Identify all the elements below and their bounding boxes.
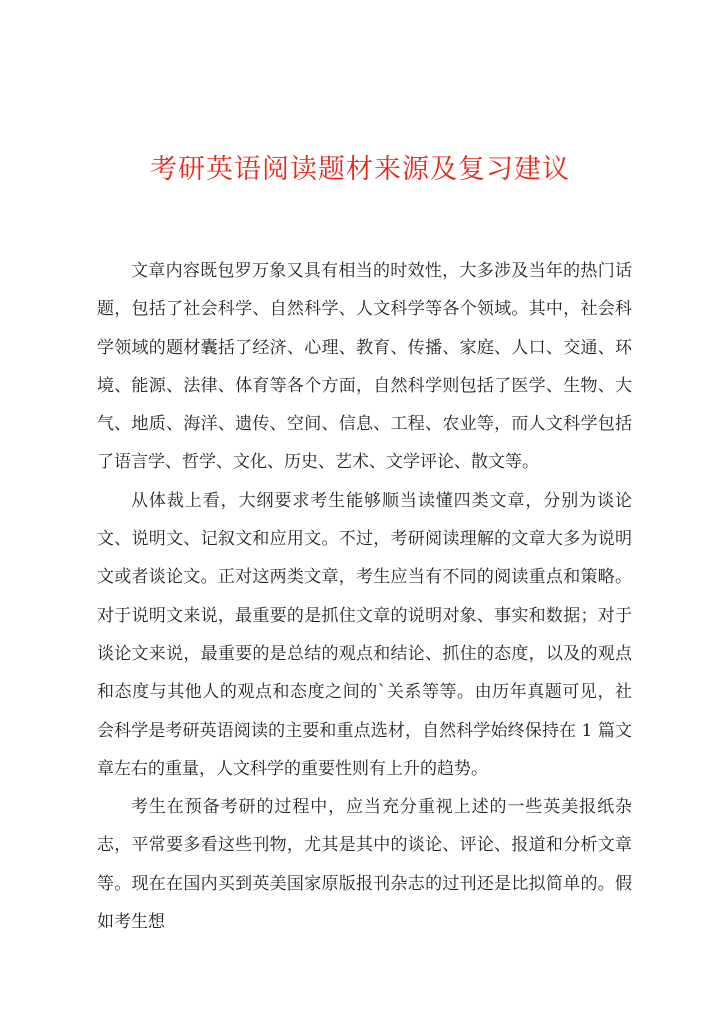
document-body xyxy=(97,252,632,941)
paragraph-preparation: 考生在预备考研的过程中，应当充分重视上述的一些英美报纸杂志，平常要多看这些刊物，尤其是其中的谈论、评论、报道和分析文章等。现在在国内买到英美国家原版报刊杂志的过刊还是比拟简单的。假如考生想 xyxy=(97,797,632,933)
paragraph-genres: 从体裁上看，大纲要求考生能够顺当读懂四类文章，分别为谈论文、说明文、记叙文和应用文。不过，考研阅读理解的文章大多为说明文或者谈论文。正对这两类文章，考生应当有不同的阅读重点和策略。对于说明文来说，最重要的是抓住文章的说明对象、事实和数据；对于谈论文来说，最重要的是总结的观点和结论、抓住的态度，以及的观点和态度与其他人的观点和态度之间的`关系等等。由历年真题可见，社会科学是考研英语阅读的主要和重点选材，自然科学始终保持在 1 篇文章左右的重量，人文科学的重要性则有上升的趋势。 xyxy=(97,490,632,779)
document-title: 考研英语阅读题材来源及复习建议 xyxy=(150,154,570,185)
paragraph-topics: 文章内容既包罗万象又具有相当的时效性，大多涉及当年的热门话题，包括了社会科学、自然科学、人文科学等各个领域。其中，社会科学领域的题材囊括了经济、心理、教育、传播、家庭、人口、交通、环境、能源、法律、体育等各个方面，自然科学则包括了医学、生物、大气、地质、海洋、遗传、空间、信息、工程、农业等，而人文科学包括了语言学、哲学、文化、历史、艺术、文学评论、散文等。 xyxy=(97,261,632,473)
